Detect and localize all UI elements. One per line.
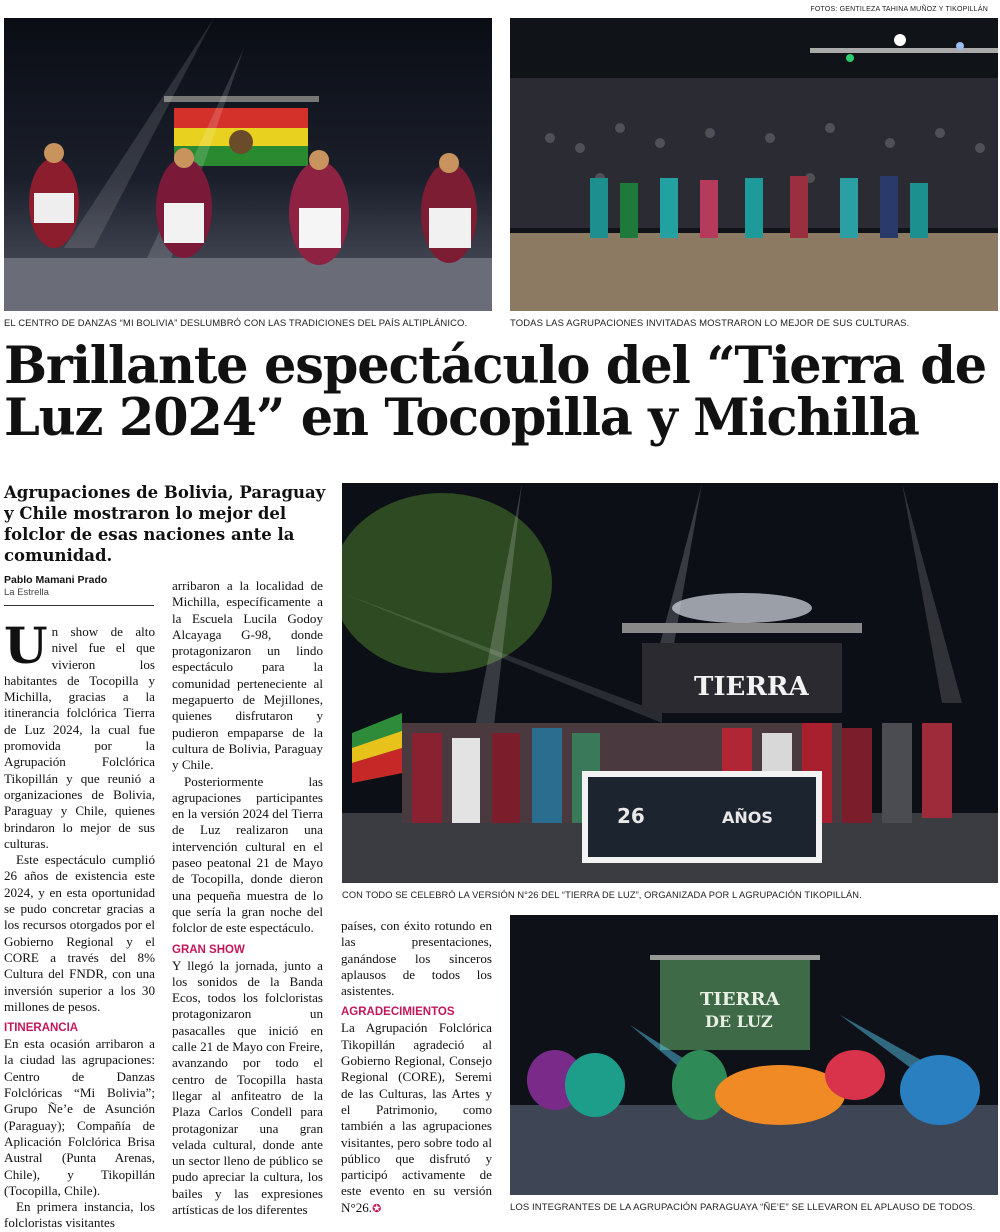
col1-paragraph-1: n show de alto nivel fue el que vivieron los habitantes de Tocopilla y Michilla, gracias a la itinerancia folclórica Tierra de Luz 2024, la cual fue promovida por la Agrupación Folclórica Tikopillán y que reunió a organizaciones de Bolivia, Paraguay y Chile, quienes brindaron lo mejor de sus culturas. [4, 624, 155, 851]
byline-source: La Estrella [4, 587, 49, 598]
col1-paragraph-3: En esta ocasión arribaron a la ciudad las agrupaciones: Centro de Danzas Folclóricas “Mi Bolivia”; Grupo Ñe’e de Asunción (Paraguay); Compañía de Aplicación Folclórica Brisa Austral (Punta Arenas, Chile), y Tikopillán (Tocopilla, Chile). [4, 1036, 155, 1198]
article-column-3 [341, 918, 492, 1220]
subhead-gran-show: GRAN SHOW [172, 943, 245, 956]
headline [4, 336, 994, 448]
photo-credit: FOTOS: GENTILEZA TAHINA MUÑOZ Y TIKOPILLÁN [810, 6, 988, 13]
photo-group-banner [342, 483, 998, 883]
headline-line-1: Brillante espectáculo del “Tierra de [4, 336, 986, 396]
caption-photo1: EL CENTRO DE DANZAS “MI BOLIVIA” DESLUMBRÓ CON LAS TRADICIONES DEL PAÍS ALTIPLÁNICO. [4, 318, 468, 329]
stage-logo-text: TIERRA [694, 672, 809, 702]
stage-logo-2b: DE LUZ [705, 1012, 773, 1031]
col2-paragraph-3: Y llegó la jornada, junto a los sonidos de la Banda Ecos, todos los folcloristas protagonizaron un pasacalles que inició en calle 21 de Mayo con Freire, avanzando por todo el centro de Tocopilla hasta llegar al anfiteatro de la Plaza Carlos Condell para protagonizar una gran velada cultural, donde ante un sector lleno de público se pudo apreciar la cultura, los bailes y las expresiones artísticas de los diferentes [172, 957, 323, 1217]
col1-paragraph-2: Este espectáculo cumplió 26 años de existencia este 2024, y en esta oportunidad se pudo concretar gracias a los recursos otorgados por el Gobierno Regional y el CORE a través del 8% Cultura del FNDR, con una inversión superior a los 30 millones de pesos. [4, 852, 155, 1014]
byline-rule [4, 605, 154, 606]
caption-photo3: CON TODO SE CELEBRÓ LA VERSIÓN N°26 DEL “TIERRA DE LUZ”, ORGANIZADA POR L AGRUPACIÓN TIKOPILLÁN. [342, 890, 862, 900]
stage-logo-2a: TIERRA [700, 989, 780, 1010]
col2-paragraph-2: Posteriormente las agrupaciones participantes en la versión 2024 del Tierra de Luz realizaron una intervención cultural en el paseo peatonal 21 de Mayo de Tocopilla, donde dieron una pequeña muestra de lo que sería la gran noche del folclor de este espectáculo. [172, 773, 323, 936]
caption-photo2: TODAS LAS AGRUPACIONES INVITADAS MOSTRARON LO MEJOR DE SUS CULTURAS. [510, 318, 910, 329]
banner-year: 26 [617, 804, 645, 828]
headline-line-2: Luz 2024” en Tocopilla y Michilla [4, 388, 919, 448]
caption-photo4: LOS INTEGRANTES DE LA AGRUPACIÓN PARAGUAYA “ÑE’E” SE LLEVARON EL APLAUSO DE TODOS. [510, 1202, 976, 1213]
banner-word: AÑOS [722, 808, 773, 827]
dropcap: U [4, 616, 48, 675]
subhead-itinerancia: ITINERANCIA [4, 1022, 79, 1035]
article-column-1 [4, 616, 155, 1231]
col3-paragraph-1: países, con éxito rotundo en las presentaciones, ganándose los sinceros aplausos de todos los asistentes. [341, 918, 492, 999]
col3-paragraph-2: La Agrupación Folclórica Tikopillán agradeció al Gobierno Regional, Consejo Regional (CORE), Seremi de las Culturas, las Artes y el Patrimonio, como también a las agrupaciones visitantes, pero sobre todo al público que disfrutó y participó activamente de este evento en su versión N°26. [341, 1020, 492, 1215]
article-column-2 [172, 578, 323, 1220]
subhead-agradecimientos: AGRADECIMIENTOS [341, 1006, 455, 1019]
end-mark-icon: ✪ [372, 1202, 382, 1215]
deck: Agrupaciones de Bolivia, Paraguay y Chile mostraron lo mejor del folclor de esas naciones ante la comunidad. [4, 483, 326, 565]
photo-bolivia-dancers [4, 18, 492, 311]
col2-paragraph-1: arribaron a la localidad de Michilla, específicamente a la Escuela Lucila Godoy Alcayaga G-98, donde protagonizaron un lindo espectáculo para la comunidad perteneciente al megapuerto de Mejillones, quienes disfrutaron y pudieron empaparse de la cultura de Bolivia, Paraguay y Chile. [172, 578, 323, 773]
col1-paragraph-4: En primera instancia, los folcloristas visitantes [4, 1199, 155, 1231]
photo-paraguay-dancers [510, 915, 998, 1195]
byline: Pablo Mamani Prado [4, 574, 108, 586]
photo-group-dance [510, 18, 998, 311]
